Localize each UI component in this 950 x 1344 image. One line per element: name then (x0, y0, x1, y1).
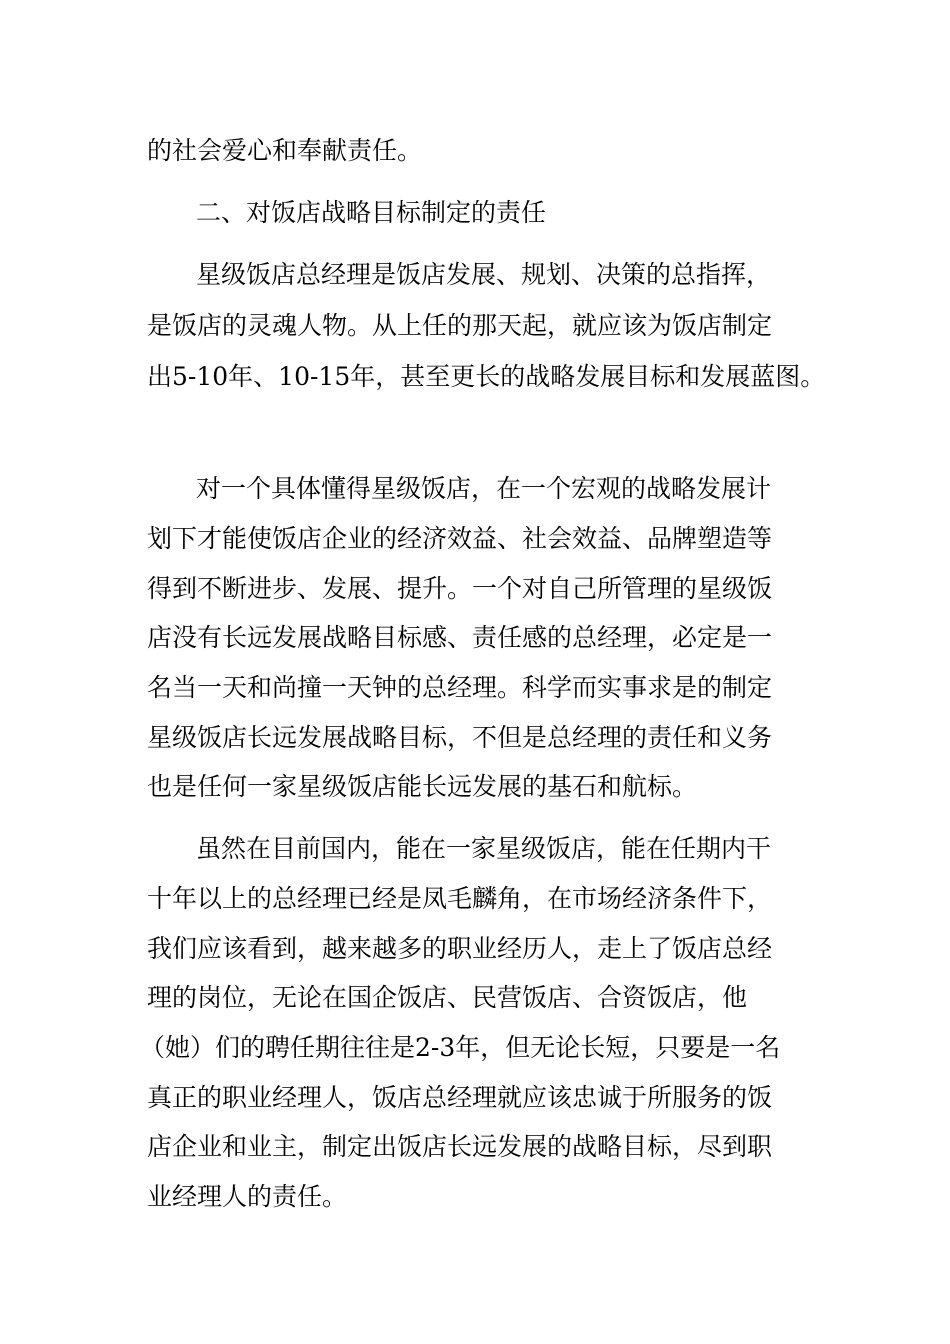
text-line: 十年以上的总经理已经是凤毛麟角，在市场经济条件下， (147, 884, 773, 913)
text-line: 得到不断进步、发展、提升。一个对自己所管理的星级饭 (147, 574, 773, 603)
text-line: 理的岗位，无论在国企饭店、民营饭店、合资饭店，他 (147, 983, 748, 1012)
text-line: 店企业和业主，制定出饭店长远发展的战略目标，尽到职 (147, 1132, 773, 1161)
text-line: 星级饭店总经理是饭店发展、规划、决策的总指挥， (196, 260, 772, 289)
text-line: 名当一天和尚撞一天钟的总经理。科学而实事求是的制定 (147, 673, 773, 702)
text-line: 虽然在目前国内，能在一家星级饭店，能在任期内干 (196, 834, 772, 863)
text-line: 是饭店的灵魂人物。从上任的那天起，就应该为饭店制定 (147, 311, 773, 340)
text-line: 业经理人的责任。 (147, 1182, 348, 1211)
text-line: （她）们的聘任期往往是2-3年，但无论长短，只要是一名 (140, 1033, 781, 1062)
text-line: 真正的职业经理人，饭店总经理就应该忠诚于所服务的饭 (147, 1083, 773, 1112)
section-heading: 二、对饭店战略目标制定的责任 (196, 198, 547, 227)
text-line: 店没有长远发展战略目标感、责任感的总经理，必定是一 (147, 623, 773, 652)
text-line: 也是任何一家星级饭店能长远发展的基石和航标。 (147, 772, 698, 801)
text-line: 出5-10年、10-15年，甚至更长的战略发展目标和发展蓝图。 (147, 362, 826, 391)
text-line: 划下才能使饭店企业的经济效益、社会效益、品牌塑造等 (147, 524, 773, 553)
text-line: 的社会爱心和奉献责任。 (147, 136, 423, 165)
text-line: 对一个具体懂得星级饭店，在一个宏观的战略发展计 (196, 474, 772, 503)
text-line: 我们应该看到，越来越多的职业经历人，走上了饭店总经 (147, 934, 773, 963)
text-line: 星级饭店长远发展战略目标，不但是总经理的责任和义务 (147, 723, 773, 752)
